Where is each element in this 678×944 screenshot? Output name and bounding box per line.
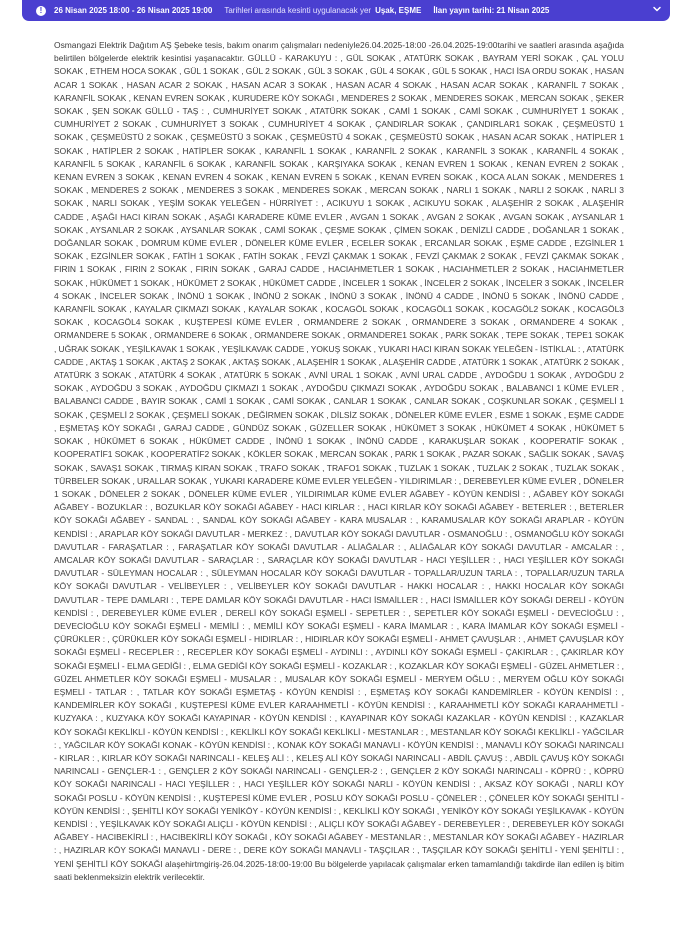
published-date: İlan yayın tarihi: 21 Nisan 2025 bbox=[433, 6, 550, 15]
info-icon: ! bbox=[36, 6, 46, 16]
date-range: 26 Nisan 2025 18:00 - 26 Nisan 2025 19:00 bbox=[54, 6, 213, 15]
notice-content bbox=[54, 39, 624, 884]
notice-body: Osmangazi Elektrik Dağıtım AŞ Şebeke tesis, bakım onarım çalışmaları nedeniyle26.04.2025-18:00 -26.04.2025-19:00tarihi ve saatleri arasında aşağıda belirtilen bölgelerde elektrik kesintisi yaşanacaktır. GÜLLÜ - KARAKUYU : , GÜL SOKAK , ATATÜRK SOKAK , BAYRAM YERİ SOKAK , ÇAL YOLU SOKAK , ETHEM HOCA SOKAK , GÜL 1 SOKAK , GÜL 2 SOKAK , GÜL 3 SOKAK , GÜL 4 SOKAK , GÜL 5 SOKAK , HACI İSA ORDU SOKAK , HASAN ACAR 1 SOKAK , HASAN ACAR 2 SOKAK , HASAN ACAR 3 SOKAK , HASAN ACAR 4 SOKAK , HASAN ACAR SOKAK , KARANFİL 7 SOKAK , KARANFİL SOKAK , KENAN EVREN SOKAK , KURUDERE KÖY SOKAĞI , MENDERES 2 SOKAK , MENDERES SOKAK , MERCAN SOKAK , ŞEKER SOKAK , ŞEN SOKAK GÜLLÜ - TAŞ : , CUMHURİYET SOKAK , ATATÜRK SOKAK , CAMİ 1 SOKAK , CAMİ SOKAK , CUMHURİYET 1 SOKAK , CUMHURİYET 2 SOKAK , CUMHURİYET 3 SOKAK , CUMHURİYET 4 SOKAK , ÇANDIRLAR SOKAK , ÇANDIRLAR1 SOKAK , ÇEŞMEÜSTÜ 1 SOKAK , ÇEŞMEÜSTÜ 2 SOKAK , ÇEŞMEÜSTÜ 3 SOKAK , ÇEŞMEÜSTÜ 4 SOKAK , ÇEŞMEÜSTÜ SOKAK , HASAN ACAR SOKAK , HATİPLER 1 SOKAK , HATİPLER 2 SOKAK , HATİPLER SOKAK , KARANFİL 1 SOKAK , KARANFİL 2 SOKAK , KARANFİL 3 SOKAK , KARANFİL 4 SOKAK , KARANFİL 5 SOKAK , KARANFİL 6 SOKAK , KARANFİL SOKAK , KARŞIYAKA SOKAK , KENAN EVREN 1 SOKAK , KENAN EVREN 2 SOKAK , KENAN EVREN 3 SOKAK , KENAN EVREN 4 SOKAK , KENAN EVREN 5 SOKAK , KENAN EVREN SOKAK , KOCA ALAN SOKAK , MENDERES 1 SOKAK , MENDERES 2 SOKAK , MENDERES 3 SOKAK , MENDERES SOKAK , MERCAN SOKAK , NARLI 1 SOKAK , NARLI 2 SOKAK , NARLI 3 SOKAK , NARLI SOKAK , YEŞİM SOKAK YELEĞEN - HÜRRİYET : , ACIKUYU 1 SOKAK , ACIKUYU SOKAK , ALAŞEHİR 2 SOKAK , ALAŞEHİR CADDE , AŞAĞI HACI KIRAN SOKAK , AŞAĞI KARADERE KÜME EVLER , AVGAN 1 SOKAK , AVGAN 2 SOKAK , AVGAN SOKAK , AYSANLAR 1 SOKAK , AYSANLAR 2 SOKAK , AYSANLAR SOKAK , CAMİ SOKAK , ÇEŞME SOKAK , ÇİMEN SOKAK , DENİZLİ CADDE , DOĞANLAR 1 SOKAK , DOĞANLAR SOKAK , DOMRUM KÜME EVLER , DÖNELER KÜME EVLER , ECELER SOKAK , ERCANLAR SOKAK , EŞME CADDE , EZGİNLER 1 SOKAK , EZGİNLER SOKAK , FATİH 1 SOKAK , FATİH SOKAK , FEVZİ ÇAKMAK 1 SOKAK , FEVZİ ÇAKMAK 2 SOKAK , FEVZİ ÇAKMAK SOKAK , FIRIN 1 SOKAK , FIRIN 2 SOKAK , FIRIN SOKAK , GARAJ CADDE , HACIAHMETLER 1 SOKAK , HACIAHMETLER 2 SOKAK , HACIAHMETLER SOKAK , HÜKÜMET 1 SOKAK , HÜKÜMET 2 SOKAK , HÜKÜMET CADDE , İNCELER 1 SOKAK , İNCELER 2 SOKAK , İNCELER 3 SOKAK , İNCELER 4 SOKAK , İNCELER SOKAK , İNÖNÜ 1 SOKAK , İNÖNÜ 2 SOKAK , İNÖNÜ 3 SOKAK , İNÖNÜ 4 CADDE , İNÖNÜ 5 SOKAK , İNÖNÜ CADDE , KARANFİL SOKAK , KAYALAR ÇIKMAZI SOKAK , KAYALAR SOKAK , KOCAGÖL SOKAK , KOCAGÖL1 SOKAK , KOCAGÖL2 SOKAK , KOCAGÖL3 SOKAK , KOCAGÖL4 SOKAK , KUŞTEPESİ KÜME EVLER , ORMANDERE 2 SOKAK , ORMANDERE 3 SOKAK , ORMANDERE 4 SOKAK , ORMANDERE 5 SOKAK , ORMANDERE 6 SOKAK , ORMANDERE SOKAK , ORMANDERE1 SOKAK , PARK SOKAK , TEPE SOKAK , TEPE1 SOKAK , UĞRAK SOKAK , YEŞİLKAVAK 1 SOKAK , YEŞİLKAVAK CADDE , YOKUŞ SOKAK , YUKARI HACI KIRAN SOKAK YELEĞEN - İSTİKLAL : , ATATÜRK CADDE , AKTAŞ 1 SOKAK , AKTAŞ 2 SOKAK , AKTAŞ SOKAK , ALAŞEHİR 1 SOKAK , ALAŞEHİR CADDE , ATATÜRK 1 SOKAK , ATATÜRK 2 SOKAK , ATATÜRK 3 SOKAK , ATATÜRK 4 SOKAK , ATATÜRK 5 SOKAK , AVNİ URAL 1 SOKAK , AVNİ URAL CADDE , AYDOĞDU 1 SOKAK , AYDOĞDU 2 SOKAK , AYDOĞDU 3 SOKAK , AYDOĞDU ÇIKMAZI 1 SOKAK , AYDOĞDU ÇIKMAZI SOKAK , AYDOĞDU SOKAK , BALABANCI 1 KÜME EVLER , BALABANCI CADDE , BAYIR SOKAK , CAMİ 1 SOKAK , CAMİ SOKAK , CANLAR 1 SOKAK , CANLAR SOKAK , COŞKUNLAR SOKAK , ÇEŞMELİ 1 SOKAK , ÇEŞMELİ 2 SOKAK , ÇEŞMELİ SOKAK , DEĞİRMEN SOKAK , DİLSİZ SOKAK , DÖNELER KÜME EVLER , ESME 1 SOKAK , EŞME CADDE , EŞMETAŞ KÖY SOKAĞI , GARAJ CADDE , GÜNDÜZ SOKAK , GÜZELLER SOKAK , HÜKÜMET 3 SOKAK , HÜKÜMET 4 SOKAK , HÜKÜMET 5 SOKAK , HÜKÜMET 6 SOKAK , HÜKÜMET CADDE , İNÖNÜ 1 SOKAK , İNÖNÜ CADDE , KARAKUŞLAR SOKAK , KOOPERATİF SOKAK , KOOPERATİF1 SOKAK , KOOPERATİF2 SOKAK , KÖKLER SOKAK , MERCAN SOKAK , PARK 1 SOKAK , PAZAR SOKAK , SAĞLIK SOKAK , SAVAŞ SOKAK , SAVAŞ1 SOKAK , TIRMAŞ KIRAN SOKAK , TRAFO SOKAK , TRAFO1 SOKAK , TUZLAK 1 SOKAK , TUZLAK 2 SOKAK , TUZLAK SOKAK , TÜRBELER SOKAK , URALLAR SOKAK , YUKARI KARADERE KÜME EVLER YELEĞEN - YILDIRIMLAR : , DEREBEYLER KÜME EVLER , DÖNELER 1 SOKAK , DÖNELER 2 SOKAK , DÖNELER KÜME EVLER , YILDIRIMLAR KÜME EVLER AĞABEY - KÖYÜN KENDİSİ : , AĞABEY KÖY SOKAĞI AĞABEY - BOZUKLAR : , BOZUKLAR KÖY SOKAĞI AĞABEY - HACI KIRLAR : , HACI KIRLAR KÖY SOKAĞI AĞABEY - BETERLER : , BETERLER KÖY SOKAĞI AĞABEY - SANDAL : , SANDAL KÖY SOKAĞI AĞABEY - KARA MUSALAR : , KARAMUSALAR KÖY SOKAĞI ARAPLAR - KÖYÜN KENDİSİ : , ARAPLAR KÖY SOKAĞI DAVUTLAR - MERKEZ : , DAVUTLAR KÖY SOKAĞI DAVUTLAR - OSMANOĞLU : , OSMANOĞLU KÖY SOKAĞI DAVUTLAR - FARAŞATLAR : , FARAŞATLAR KÖY SOKAĞI DAVUTLAR - ALİAĞALAR : , ALİAĞALAR KÖY SOKAĞI DAVUTLAR - AMCALAR : , AMCALAR KÖY SOKAĞI DAVUTLAR - SARAÇLAR : , SARAÇLAR KÖY SOKAĞI DAVUTLAR - HACI YEŞİLLER : , HACI YEŞİLLER KÖY SOKAĞI DAVUTLAR - SÜLEYMAN HOCALAR : , SÜLEYMAN HOCALAR KÖY SOKAĞI DAVUTLAR - TOPALLAR/UZUN TARLA : , TOPALLAR/UZUN TARLA KÖY SOKAĞI DAVUTLAR - VELİBEYLER : , VELİBEYLER KÖY SOKAĞI DAVUTLAR - HAKKI HOCALAR : , HAKKI HOCALAR KÖY SOKAĞI DAVUTLAR - TEPE DAMLARI : , TEPE DAMLAR KÖY SOKAĞI DAVUTLAR - HACI İSMAİLLER : , HACI İSMAİLLER KÖY SOKAĞI DERELİ - KÖYÜN KENDİSİ : , DEREBEYLER KÜME EVLER , DERELİ KÖY SOKAĞI EŞMELİ - SEPETLER : , SEPETLER KÖY SOKAĞI EŞMELİ - DEVECİOĞLU : , DEVECİOĞLU KÖY SOKAĞI EŞMELİ - MEMİLİ : , MEMİLİ KÖY SOKAĞI EŞMELİ - KARA İMAMLAR : , KARA İMAMLAR KÖY SOKAĞI EŞMELİ - ÇÜRÜKLER : , ÇÜRÜKLER KÖY SOKAĞI EŞMELİ - HIDIRLAR : , HIDIRLAR KÖY SOKAĞI EŞMELİ - AHMET ÇAVUŞLAR : , AHMET ÇAVUŞLAR KÖY SOKAĞI EŞMELİ - RECEPLER : , RECEPLER KÖY SOKAĞI EŞMELİ - AYDINLI : , AYDINLI KÖY SOKAĞI EŞMELİ - ÇAKIRLAR : , ÇAKIRLAR KÖY SOKAĞI EŞMELİ - ELMA GEDİĞİ : , ELMA GEDİĞİ KÖY SOKAĞI EŞMELİ - KOZAKLAR : , KOZAKLAR KÖY SOKAĞI EŞMELİ - GÜZEL AHMETLER : , GÜZEL AHMETLER KÖY SOKAĞI EŞMELİ - MUSALAR : , MUSALAR KÖY SOKAĞI EŞMELİ - MERYEM OĞLU : , MERYEM OĞLU KÖY SOKAĞI EŞMELİ - TATLAR : , TATLAR KÖY SOKAĞI EŞMETAŞ - KÖYÜN KENDİSİ : , EŞMETAŞ KÖY SOKAĞI KANDEMİRLER - KÖYÜN KENDİSİ : , KANDEMİRLER KÖY SOKAĞI , KUŞTEPESİ KÜME EVLER KARAAHMETLİ - KÖYÜN KENDİSİ : , KARAAHMETLİ KÖY SOKAĞI KARAAHMETLİ - KUZYAKA : , KUZYAKA KÖY SOKAĞI KAYAPINAR - KÖYÜN KENDİSİ : , KAYAPINAR KÖY SOKAĞI KAZAKLAR - KÖYÜN KENDİSİ : , KAZAKLAR KÖY SOKAĞI KEKLİKLİ - KÖYÜN KENDİSİ : , KEKLİKLİ KÖY SOKAĞI KEKLİKLİ - MESTANLAR : , MESTANLAR KÖY SOKAĞI KEKLİKLİ - YAĞCILAR : , YAĞCILAR KÖY SOKAĞI KONAK - KÖYÜN KENDİSİ : , KONAK KÖY SOKAĞI MANAVLI - KÖYÜN KENDİSİ : , MANAVLI KÖY SOKAĞI NARINCALI - KIRLAR : , KIRLAR KÖY SOKAĞI NARINCALI - KELEŞ ALİ : , KELEŞ ALİ KÖY SOKAĞI NARINCALI - ABDİL ÇAVUŞ : , ABDİL ÇAVUŞ KÖY SOKAĞI NARINCALI - GENÇLER-1 : , GENÇLER 2 KÖY SOKAĞI NARINCALI - GENÇLER-2 : , GENÇLER 2 KÖY SOKAĞI NARINCALI - KÖPRÜ : , KÖPRÜ KÖY SOKAĞI NARINCALI - HACI YEŞİLLER : , HACI YEŞİLLER KÖY SOKAĞI NARLI - KÖYÜN KENDİSİ : , AKSAZ KÖY SOKAĞI , NARLI KÖY SOKAĞI POSLU - KÖYÜN KENDİSİ : , KUŞTEPESİ KÜME EVLER , POSLU KÖY SOKAĞI POSLU - ÇÖNELER : , ÇÖNELER KÖY SOKAĞI ŞEHİTLİ - KÖYÜN KENDİSİ : , ŞEHİTLİ KÖY SOKAĞI YENİKÖY - KÖYÜN KENDİSİ : , KEKLİKLİ KÖY SOKAĞI , YENİKÖY KÖY SOKAĞI YEŞİLKAVAK - KÖYÜN KENDİSİ : , YEŞİLKAVAK KÖY SOKAĞI ALIÇLI - KÖYÜN KENDİSİ : , ALIÇLI KÖY SOKAĞI AĞABEY - DEREBEYLER : , DEREBEYLER KÖY SOKAĞI AĞABEY - HACIBEKİRLİ : , HACIBEKİRLİ KÖY SOKAĞI , KÖY SOKAĞI AĞABEY - MESTANLAR : , MESTANLAR KÖY SOKAĞI AĞABEY - HAZIRLAR : , HAZIRLAR KÖY SOKAĞI MANAVLI - DERE : , DERE KÖY SOKAĞI MANAVLI - TAŞÇILAR : , TAŞÇILAR KÖY SOKAĞI ŞEHİTLİ - YENİ ŞEHİTLİ : , YENİ ŞEHİTLİ KÖY SOKAĞI alaşehirtmgiriş-26.04.2025-18:00-19:00 Bu bölgelerde yapılacak çalışmalar erken tamamlandığı takdirde ilan edilen iş bitim saati beklenmeksizin elektrik verilecektir. bbox=[54, 40, 624, 882]
notice-header-bar[interactable] bbox=[22, 0, 670, 21]
outage-location-label: Tarihleri arasında kesinti uygulanacak yer bbox=[224, 6, 372, 15]
outage-location: Uşak, EŞME bbox=[375, 6, 422, 15]
chevron-down-icon[interactable] bbox=[652, 4, 662, 14]
